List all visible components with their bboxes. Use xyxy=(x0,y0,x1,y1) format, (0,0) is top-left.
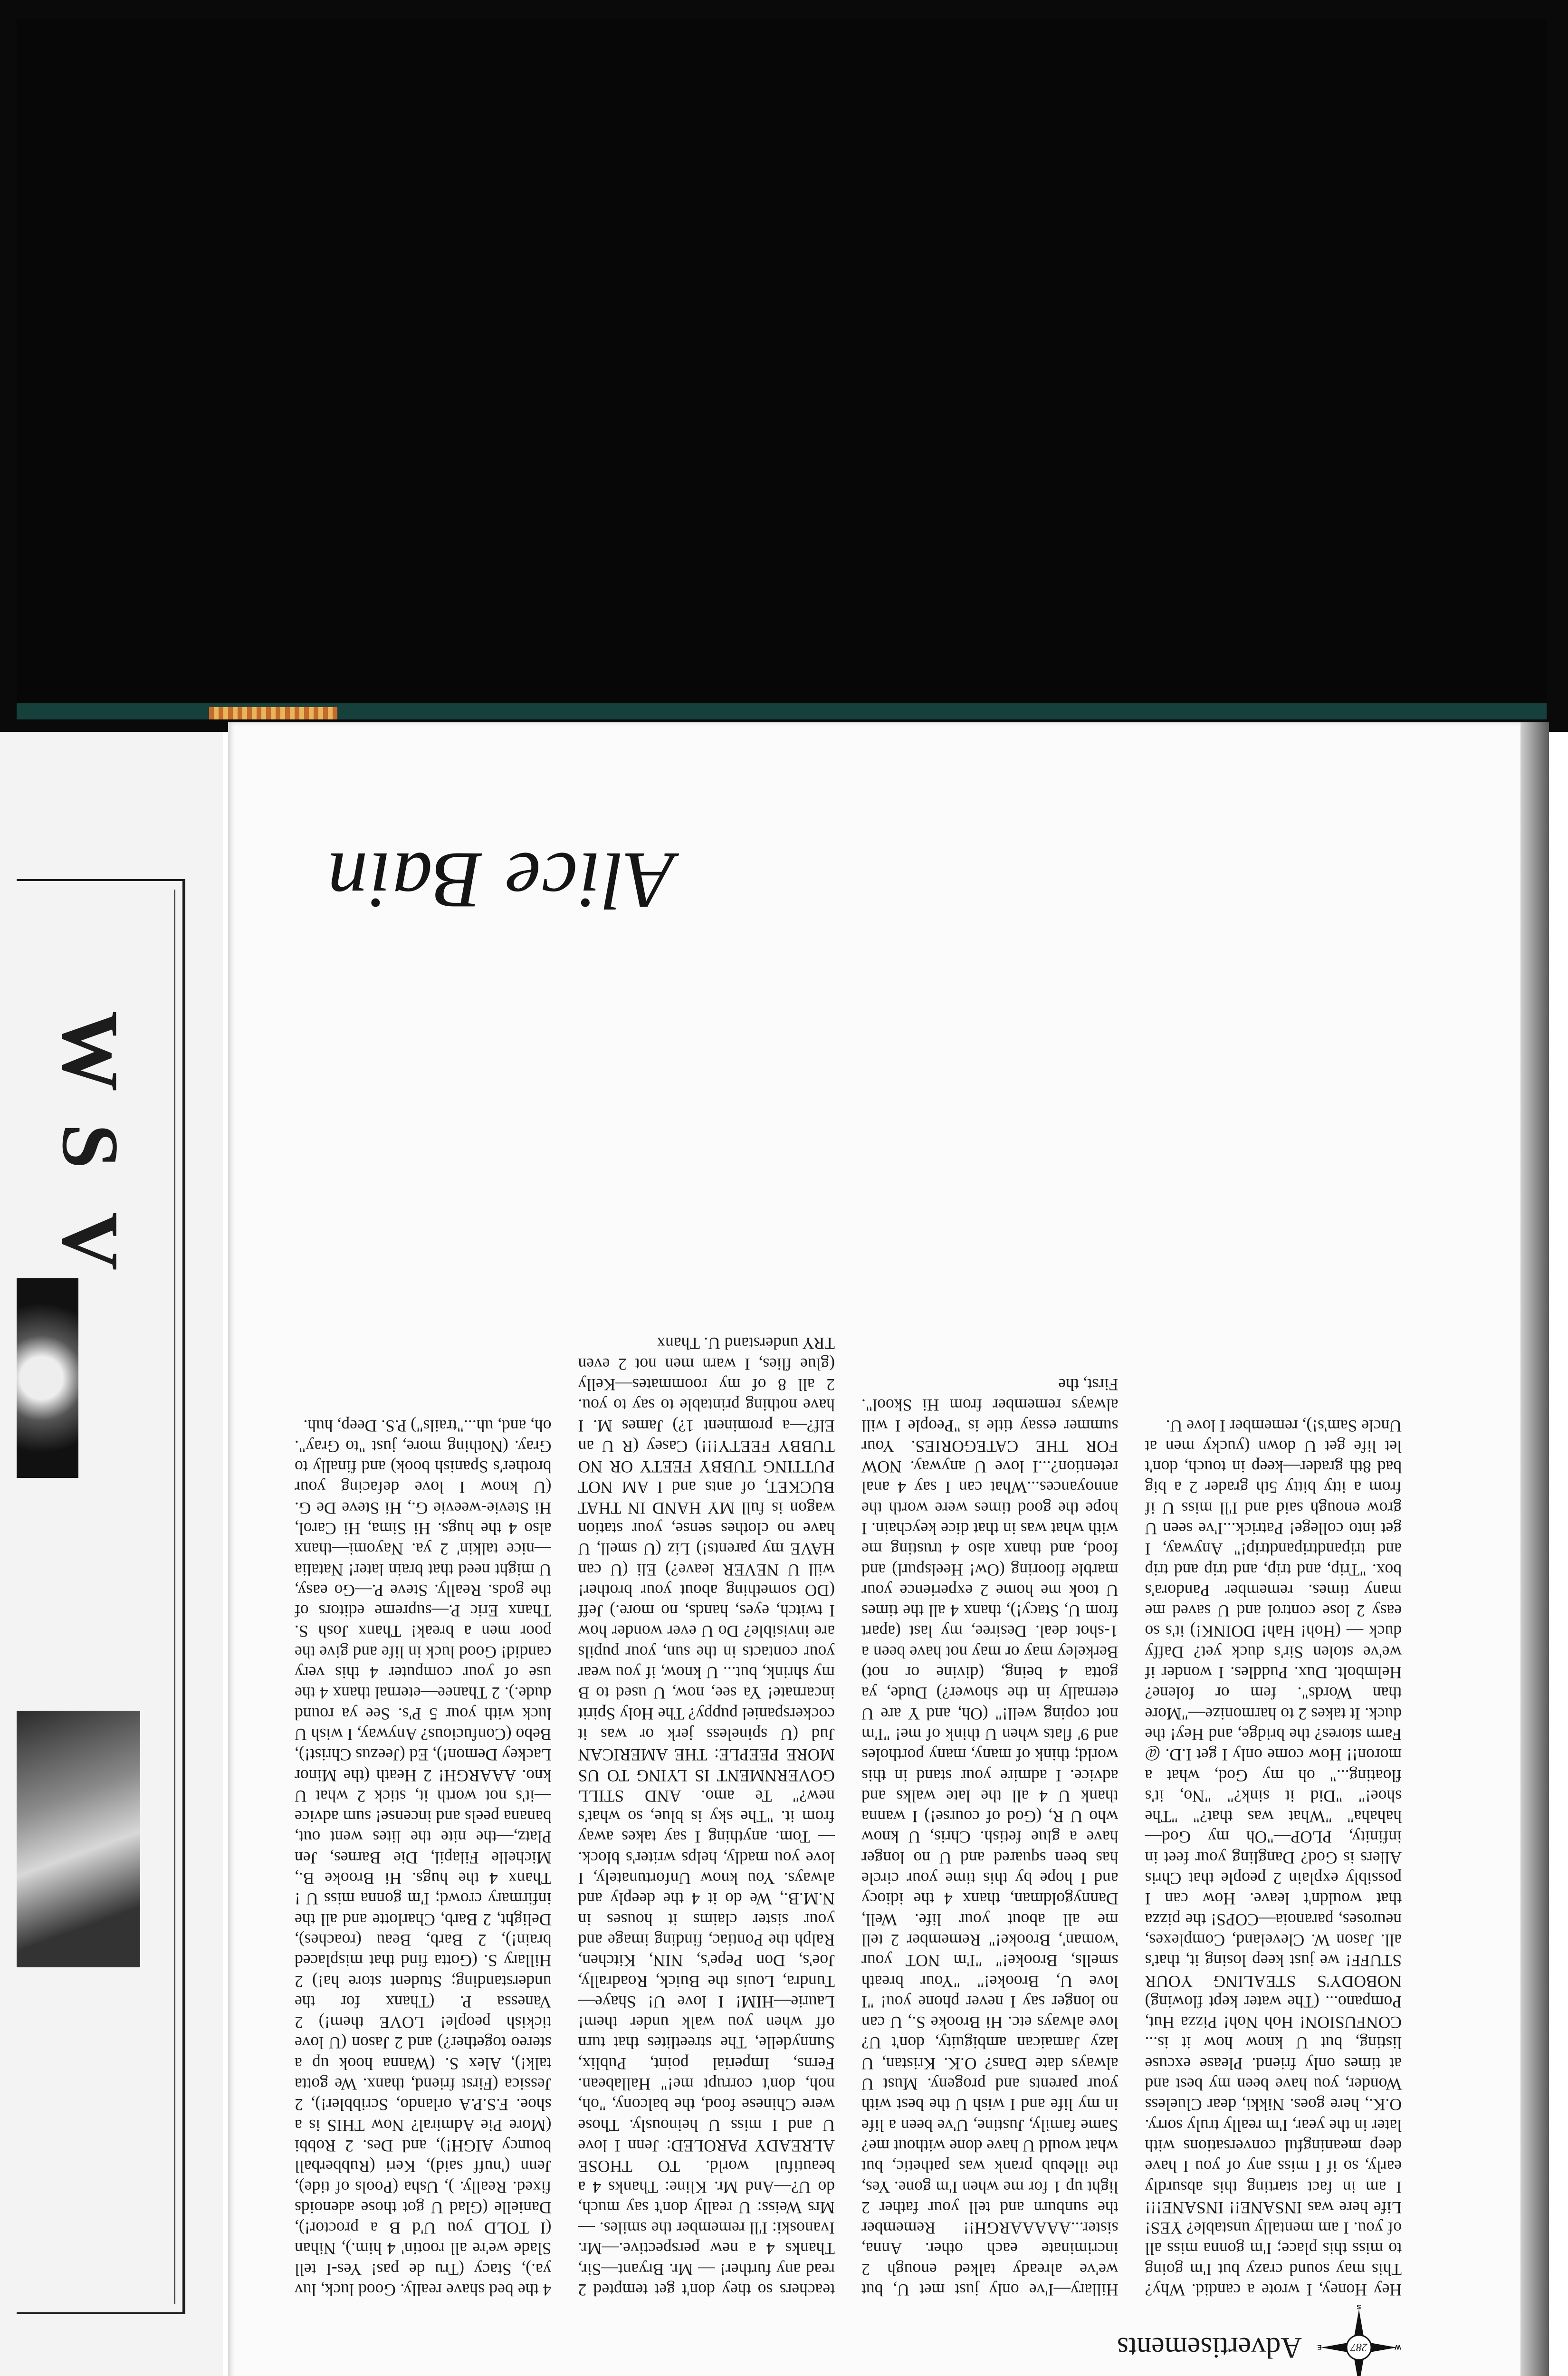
column-text: Hey Honey, I wrote a candid. Why? This may sound crazy but I'm going to miss this place; I'm gonna miss all of you. I am mentally unstable? YES! Life here was INSANE!! INSANE!!! I am in fact starting this absurdly early, so if I miss any of you I have deep meaningful conversations with later in the year, I'm really truly sorry. O.K., here goes. Nikki, dear Clueless Wonder, you have been my best and at times only friend. Please excuse listing, but U know how it is... CONFUSION! Hoh Noh! Pizza Hut, Pompano... (The water kept flowing) NOBODY'S STEALING YOUR STUFF! we just keep losing it, that's all. Jason W. Cleveland, Complexes, neuroses, paranoia—COPS! the pizza that wouldn't leave. How can I possibly explain 2 people that Chris Allers is God? Dangling your feet in infinity, PLOP—"Oh my God—hahaha" "What was that?" "The shoe!" "Did it sink?" "No, it's floating..." oh my God, what a moron!! How come only I get I.D. @ Farm stores? the bridge, and Hey! the duck. It takes 2 to harmonize—"More than Words". fem or folene? Helmbolt. Dux. Puddles. I wonder if we've stolen Sir's duck yet? Daffy duck — (Hoh! Hah! DOINK!) it's so easy 2 lose control and U saved me many times. remember Pandora's box. "Trip, and trip, and trip and trip and tripandtripandtrip!" Anyway, I get into college! Patrick...I've seen U grow enough said and I'll miss U if from a itty bitty 5th grader 2 a big bad 8th grader—keep in touch, don't let life get U down (yucky men at Uncle Sam's!), remember I love U. xyxy=(1145,1416,1402,2299)
previous-page-letters xyxy=(19,1012,162,1283)
section-label: Advertisements xyxy=(1117,2331,1302,2364)
cover-binding-strip xyxy=(17,703,1547,719)
previous-page-photo xyxy=(17,1711,140,1967)
page-number: 287 xyxy=(1350,2341,1367,2353)
senior-name-title: Alice Bain xyxy=(326,836,675,925)
previous-page-photo xyxy=(17,1278,78,1478)
page-content-upside-down xyxy=(228,722,1520,2376)
text-column xyxy=(1145,941,1402,2300)
column-text: Hillary—I've only just met U, but we've already talked enough 2 incriminate each other. Anna, sister...AAAAARGH!! Remember the sunburn and tell your father 2 light up 1 for me when I'm gone. Yes, the illebub prank was pathetic, but what would U have done without me? Same family, Justine, U've been a life in my life and I wish U the best with your parents and progeny. Must U always date Dans? O.K. Kristan, U lazy Jamaican ambiguity, don't U? love always etc. Hi Brooke S., U can no longer say I never phone you! "I love U, Brooke!" "Your breath smells, Brooke!" "I'm NOT your 'woman', Brooke!" Remember 2 tell me all about your life. Well, Dannygoldman, thanx 4 the idiocy and I hope by this time your circle has been squared and U no longer have a glue fetish. Chris, U know who U R, (God of course!) I wanna thank U 4 all the late walks and advice. I admire your stand in this world; think of many, many portholes and 9' flats when U think of me! "I'm not coping well!" (Oh, and Y are U eternally in the shower?) Dude, ya gotta 4 being, (divine or not) Berkeley may or may not have been a 1-shot deal. Desiree, my last (apart from U, Stacy!), thanx 4 all the times U took me home 2 experience your marble flooring (Ow! Heelspurl) and food, and thanx also 4 trusting me with what was in that dice keychain. I hope the good times were worth the annoyances...What can I say 4 anal retention?...I love U anyway. NOW FOR THE CATEGORIES. Your summer essay title is "People I will always remember from Hi Skool". First, the xyxy=(861,1375,1119,2299)
text-column xyxy=(295,941,552,2300)
compass-west-label: W xyxy=(1395,2344,1401,2351)
binding-pattern xyxy=(209,707,337,719)
yearbook-page xyxy=(228,722,1520,2376)
compass-rose-icon xyxy=(1316,2305,1402,2376)
column-text: 4 the bed shave really. Good luck, luv ya.), Stacy (Tru de pas! Yes-I tell Slade we're all rootin' 4 him.), Nihan (I TOLD you U'd B a proctor!), Danielle (Glad U got those adenoids fixed. Really. ), Usha (Pools of tide), Jenn ('nuff said), Keri (Rubberball bouncy AIGH!), and Des. 2 Robbi (More Pie Admiral? Now THIS is a shoe. F.S.P.A orlando, Scribbler!), 2 Jessica (First friend, thanx. We gotta talk!), Alex S. (Wanna hook up a stereo together?) and 2 Jason (U love tickish people! LOVE them!) 2 Vanessa P. (Thanx for the understanding; Student store ha!) 2 Hillary S. (Gotta find that misplaced brain!), 2 Barb, Beau (roaches), Delight, 2 Barb, Charlotte and all the infirmary crowd; I'm gonna miss U ! Thanx 4 the hugs. Hi Brooke B., Michelle Filapil, Die Barnes, Jen Platz,—the nite the lites went out, banana peels and incense! sum advice—it's not worth it, stick 2 what U kno. AAARGH! 2 Heath (the Minor Lackey Demon!), Ed (Jeezus Christ!), Bebo (Confucious? Anyway, I wish U luck with your 5 P's. See ya round dude.). 2 Thanee—eternal thanx 4 the use of your computer 4 this very candid! Good luck in life and give the poor men a break! Thanx Josh S. Thanx Eric P.—supreme editors of the gods. Really. Steve P.—Go easy, U might need that brain later! Natalia—nice talkin' 2 ya. Nayomi—thanx also 4 the hugs. Hi Sima, Hi Carol, Hi Stevie-weevie G., Hi Steve De G. (U know I love defacing your brother's Spanish book) and finally to Gray. (Nothing more, just "to Gray". oh, and, uh..."trails") P.S. Deep, huh. xyxy=(295,1416,552,2299)
text-column xyxy=(861,941,1119,2300)
compass-east-label: E xyxy=(1317,2344,1322,2351)
text-columns xyxy=(295,941,1402,2300)
compass-south-label: S xyxy=(1357,2305,1361,2311)
book-cover xyxy=(17,19,1547,718)
page-header xyxy=(974,2305,1402,2376)
previous-page-letter: W xyxy=(46,1011,135,1094)
text-column xyxy=(578,941,835,2300)
page-edge-shadow xyxy=(1520,722,1549,2376)
column-text: teachers so they don't get tempted 2 read any further! — Mr. Bryant—Sir, Thanks 4 a new perspective.—Mr. Ivanoski: I'll remember the smiles. —Mrs Weiss: U really don't say much, do U?—And Mr. Kline: Thanks 4 a beautiful world. TO THOSE ALREADY PAROLED: Jenn I love U and I miss U heinously. Those were Chinese food, the balcony, "oh, noh, don't corrupt me!" Hallabean. Ferns, Imperial point, Publix, Sunnydelle, The streetlites that turn off when you walk under them! Laurie—HIM! I love U! Shaye—Tundra, Louis the Buick, Roadrally, Joe's, Don Pepe's, NIN, Kitchen, Ralph the Pontiac, finding image and your sister claims it houses in N.M.B., We do it 4 the deeply and always. You know Unfortunately, I love you madly, helps writer's block.— Tom. anything I say takes away from it. "The sky is blue, so what's new?" Te amo. AND STILL GOVERNMENT IS LYING TO US MORE PEEPLE: THE AMERICAN Jud (U spineless jerk or was it cockerspaniel puppy? The Holy Spirit incarnate! Ya see, now, U used to B my shrink, but... U know, if you wear your contacts in the sun, your pupils are invisible? Do U ever wonder how I twitch, eyes, hands, no more.) Jeff (DO something about your brother! will U NEVER leave?) Eli (U can HAVE my parents!) Liz (U smell, U have no clothes sense, your station wagon is full MY HAND IN THAT BUCKET, of ants and I AM NOT PUTTING TUBBY FEETY OR NO TUBBY FEETY!!!) Casey (R U an Elf?—a prominent 1?) James M. I have nothing printable to say to you. 2 all 8 of my roommates—Kelly (glue flies, I warn men not 2 even TRY understand U. Thanx xyxy=(578,1334,835,2299)
previous-page-letter: S xyxy=(45,1123,135,1172)
previous-page-letter: V xyxy=(46,1212,135,1274)
